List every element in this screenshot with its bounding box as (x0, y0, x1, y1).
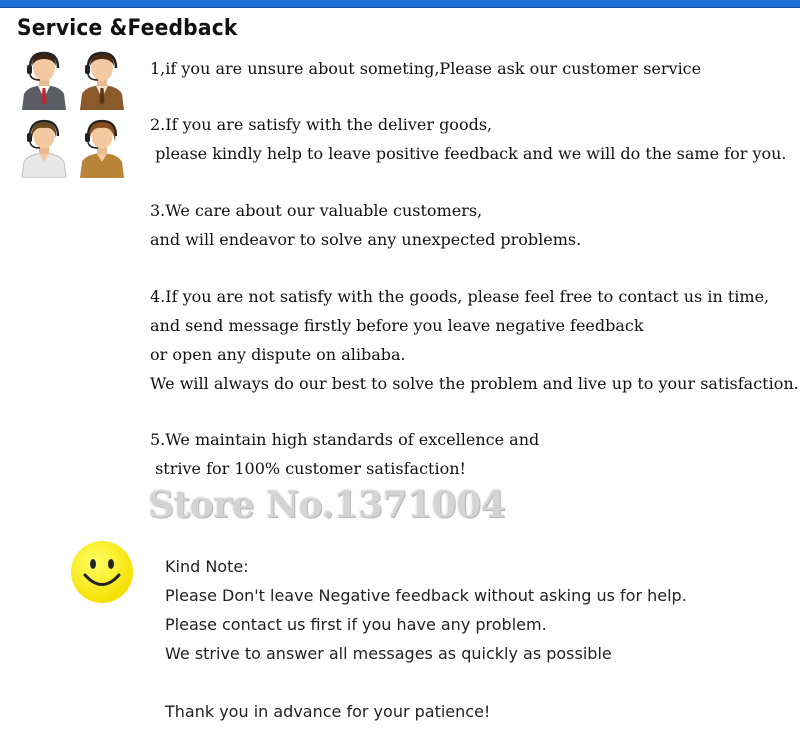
kind-note-line: Please Don't leave Negative feedback without asking us for help. (165, 586, 687, 605)
service-point-4 (150, 282, 799, 398)
service-point-line: 3.We care about our valuable customers, (150, 201, 483, 220)
service-point-line: 1,if you are unsure about someting,Please ask our customer service (150, 59, 702, 78)
service-point-line: We will always do our best to solve the problem and live up to your satisfaction. (150, 374, 799, 393)
service-point-1 (150, 54, 701, 83)
service-point-line: 5.We maintain high standards of excellence and (150, 430, 540, 449)
female-support-agent-white-icon (18, 116, 70, 178)
service-point-line: 4.If you are not satisfy with the goods, please feel free to contact us in time, (150, 287, 770, 306)
kind-note-thanks: Thank you in advance for your patience! (165, 702, 491, 721)
top-accent-bar (0, 0, 800, 8)
store-number-label: Store No.1371004 (148, 484, 506, 526)
service-point-line: please kindly help to leave positive feedback and we will do the same for you. (150, 144, 787, 163)
service-point-2 (150, 110, 787, 168)
kind-note-spacer (165, 668, 687, 697)
service-point-line: and will endeavor to solve any unexpected problems. (150, 230, 582, 249)
male-support-agent-brown-suit-icon (76, 48, 128, 110)
service-point-line: and send message firstly before you leave negative feedback (150, 316, 644, 335)
kind-note-heading: Kind Note: (165, 557, 249, 576)
kind-note (165, 552, 687, 726)
service-point-5 (150, 425, 539, 483)
service-point-line: 2.If you are satisfy with the deliver goods, (150, 115, 493, 134)
female-support-agent-brown-icon (76, 116, 128, 178)
smiley-face-icon (70, 540, 134, 604)
service-point-line: or open any dispute on alibaba. (150, 345, 406, 364)
kind-note-line: We strive to answer all messages as quickly as possible (165, 644, 612, 663)
service-point-line: strive for 100% customer satisfaction! (150, 459, 466, 478)
kind-note-line: Please contact us first if you have any problem. (165, 615, 547, 634)
service-point-3 (150, 196, 581, 254)
page-title: Service &Feedback (17, 16, 238, 41)
support-agents-group (18, 48, 128, 180)
male-support-agent-grey-suit-icon (18, 48, 70, 110)
